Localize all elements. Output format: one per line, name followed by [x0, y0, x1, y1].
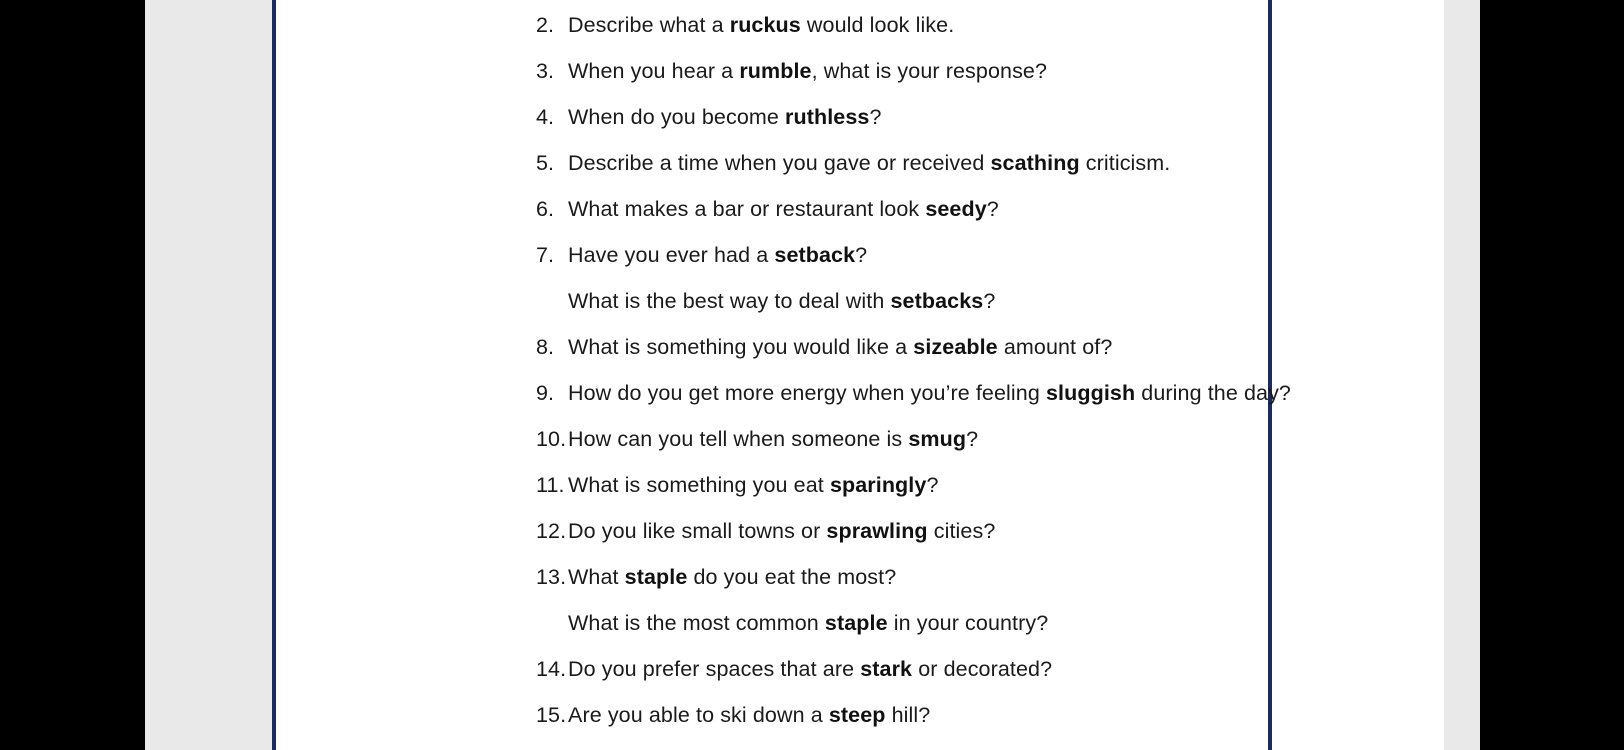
question-item — [536, 146, 1291, 192]
question-text-before: Do you like small towns or — [568, 519, 827, 543]
question-text-after: ? — [986, 197, 999, 221]
question-item — [536, 238, 1291, 284]
question-item — [536, 376, 1291, 422]
question-follow-up — [536, 284, 1291, 330]
vocabulary-word: staple — [624, 565, 688, 589]
question-number: 5. — [536, 151, 555, 175]
question-text-before: Do you prefer spaces that are — [568, 657, 861, 681]
question-number: 3. — [536, 59, 555, 83]
question-number: 2. — [536, 13, 555, 37]
question-text-before: Describe what a — [568, 13, 730, 37]
question-item — [536, 192, 1291, 238]
question-text-before: How can you tell when someone is — [568, 427, 909, 451]
question-item — [536, 652, 1291, 698]
vocabulary-word: staple — [824, 611, 888, 635]
question-text-after: do you eat the most? — [687, 565, 897, 589]
question-text-before: What — [568, 565, 625, 589]
question-item — [536, 8, 1291, 54]
question-item — [536, 514, 1291, 560]
question-text-after: in your country? — [887, 611, 1049, 635]
question-text-before: When you hear a — [568, 59, 740, 83]
question-text-before: What is something you eat — [568, 473, 830, 497]
question-text-before: When do you become — [568, 105, 786, 129]
question-text-after: cities? — [927, 519, 996, 543]
question-list — [536, 8, 1291, 744]
question-text-after: ? — [855, 243, 868, 267]
question-number: 12. — [536, 519, 567, 543]
question-text-before: What is something you would like a — [568, 335, 914, 359]
vocabulary-word: sizeable — [913, 335, 998, 359]
vocabulary-word: setbacks — [890, 289, 984, 313]
vocabulary-word: sluggish — [1045, 381, 1136, 405]
question-text-before: What is the most common — [568, 611, 825, 635]
question-item — [536, 560, 1291, 606]
question-text-before: Describe a time when you gave or received — [568, 151, 991, 175]
question-text-before: How do you get more energy when you’re feeling — [568, 381, 1046, 405]
vocabulary-word: stark — [860, 657, 913, 681]
vocabulary-word: seedy — [925, 197, 987, 221]
vocabulary-word: steep — [828, 703, 886, 727]
question-number: 7. — [536, 243, 555, 267]
question-item — [536, 100, 1291, 146]
vocabulary-word: smug — [908, 427, 967, 451]
question-text-after: or decorated? — [912, 657, 1053, 681]
question-item — [536, 54, 1291, 100]
vocabulary-word: ruthless — [785, 105, 870, 129]
vocabulary-word: scathing — [990, 151, 1080, 175]
question-text-after: amount of? — [997, 335, 1113, 359]
question-text-after: would look like. — [800, 13, 955, 37]
question-item — [536, 330, 1291, 376]
question-number: 4. — [536, 105, 555, 129]
question-text-after: hill? — [885, 703, 931, 727]
question-text-after: criticism. — [1079, 151, 1171, 175]
vocabulary-word: rumble — [739, 59, 812, 83]
question-text-after: during the day? — [1135, 381, 1291, 405]
question-number: 11. — [536, 473, 565, 497]
question-item — [536, 468, 1291, 514]
question-text-before: Are you able to ski down a — [568, 703, 829, 727]
question-number: 9. — [536, 381, 555, 405]
question-item — [536, 698, 1291, 744]
vocabulary-word: sparingly — [829, 473, 927, 497]
vocabulary-word: ruckus — [729, 13, 801, 37]
question-text-after: ? — [869, 105, 882, 129]
question-text-after: ? — [983, 289, 996, 313]
question-follow-up — [536, 606, 1291, 652]
question-number: 14. — [536, 657, 567, 681]
question-text-after: ? — [926, 473, 939, 497]
question-number: 10. — [536, 427, 567, 451]
question-text-after: ? — [966, 427, 979, 451]
question-number: 8. — [536, 335, 555, 359]
vocabulary-word: sprawling — [826, 519, 928, 543]
question-text-after: , what is your response? — [811, 59, 1048, 83]
question-text-before: What is the best way to deal with — [568, 289, 891, 313]
question-text-before: Have you ever had a — [568, 243, 775, 267]
question-number: 6. — [536, 197, 555, 221]
vocabulary-word: setback — [774, 243, 856, 267]
question-text-before: What makes a bar or restaurant look — [568, 197, 926, 221]
question-number: 15. — [536, 703, 567, 727]
question-number: 13. — [536, 565, 567, 589]
question-item — [536, 422, 1291, 468]
